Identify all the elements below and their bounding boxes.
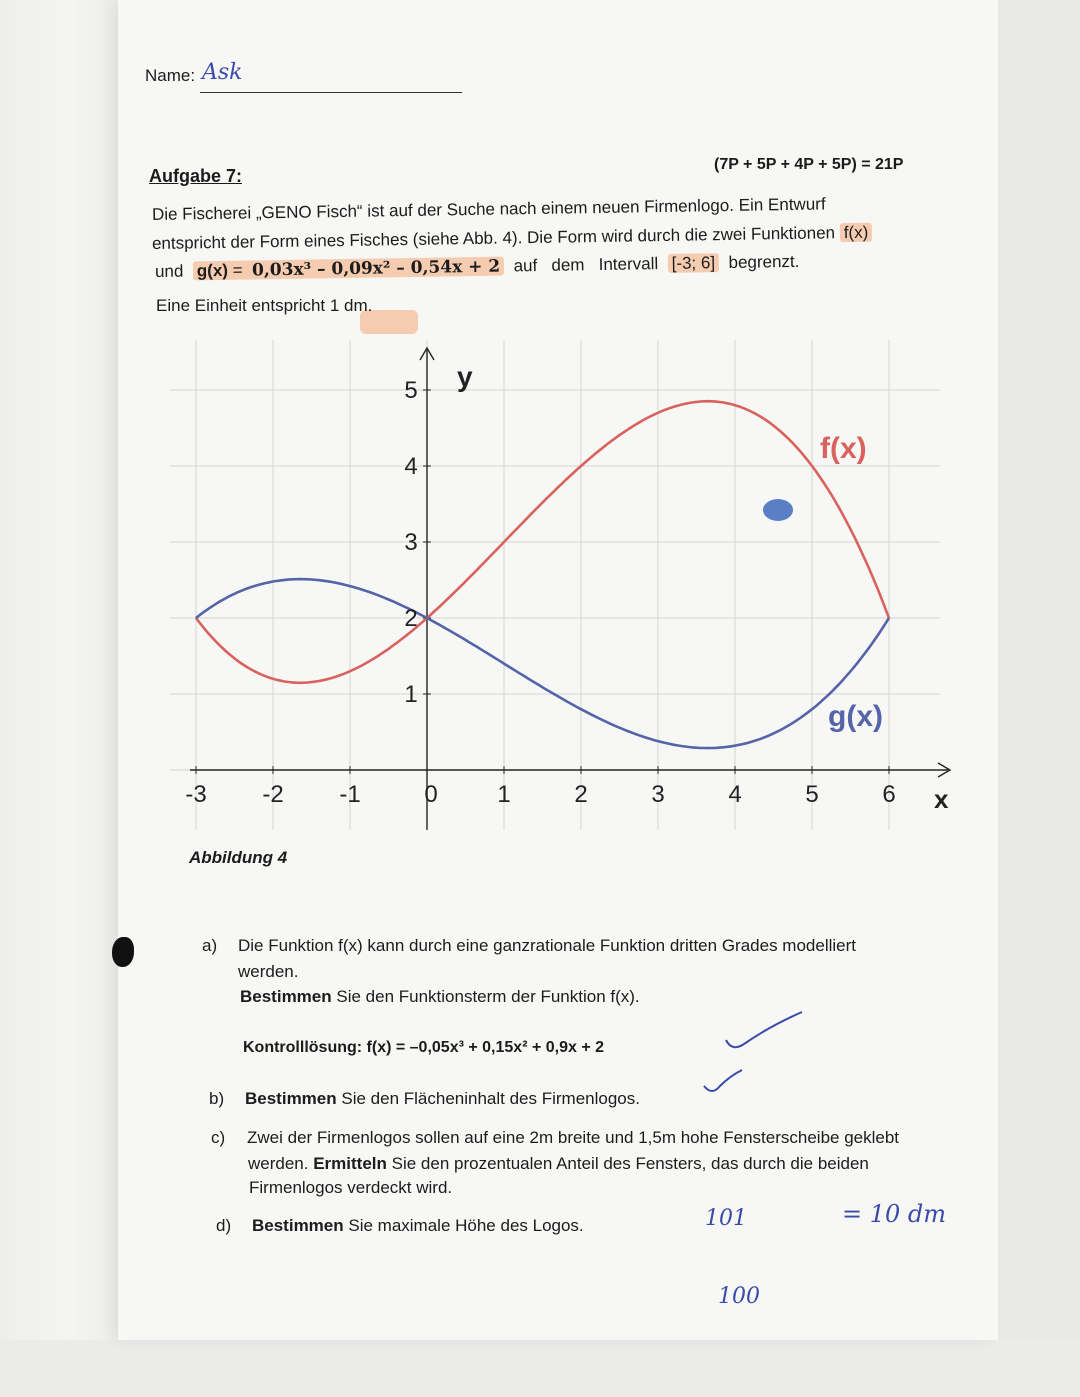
graph-labels [185,361,949,814]
checkmark-icon [704,1070,742,1091]
page-margin [0,0,118,1397]
graph-axes [190,348,950,830]
intro-line-1: Die Fischerei „GENO Fisch“ ist auf der Suche nach einem neuen Firmenlogo. Ein Entwurf [151,194,826,224]
intro-line-3: und g(x) = 0,03x³ – 0,09x² – 0,54x + 2 auf dem Intervall [-3; 6] begrenzt. [154,251,800,281]
graph-curves [196,401,889,748]
part-c-label: c) [211,1128,226,1147]
part-b-label: b) [209,1089,225,1108]
y-tick-label: 2 [404,605,418,632]
x-tick-label: -2 [262,781,284,808]
highlight-fx: f(x) [840,223,873,243]
part-d-label: d) [216,1216,232,1235]
part-a-line-2: werden. [238,962,299,981]
part-d-text: Bestimmen Sie maximale Höhe des Logos. [252,1216,584,1235]
name-label: Name: [145,66,196,85]
x-tick-label: 2 [574,781,588,808]
x-tick-label: 4 [728,781,742,808]
x-axis-label: x [934,784,949,814]
page-bottom-edge [0,1340,1080,1397]
y-tick-label: 5 [404,377,418,404]
name-line [200,92,462,93]
y-tick-label: 1 [404,681,418,708]
task-title: Aufgabe 7: [149,166,243,186]
fish-logo-graph [160,330,960,850]
series-label-f: f(x) [820,432,867,465]
intro-line-4: Eine Einheit entspricht 1 dm. [156,296,373,315]
part-c-line-2: werden. Ermitteln Sie den prozentualen Anteil des Fensters, das durch die beiden [248,1154,869,1173]
handwritten-checkmarks [690,1000,1020,1300]
checkmark-icon [726,1012,802,1047]
x-tick-label: -3 [185,781,207,808]
fish-eye-dot [763,499,793,521]
x-tick-label: 5 [805,781,819,808]
handwritten-note-10dm: = 10 dm [842,1200,947,1228]
part-c-line-3: Firmenlogos verdeckt wird. [249,1178,453,1197]
part-a-label: a) [202,936,218,955]
name-handwritten: Ask [202,60,243,85]
y-tick-label: 3 [404,529,418,556]
control-solution: Kontrolllösung: f(x) = –0,05x³ + 0,15x² + 0,9x + 2 [243,1039,605,1056]
part-c-line-1: Zwei der Firmenlogos sollen auf eine 2m breite und 1,5m hohe Fensterscheibe geklebt [247,1128,900,1147]
y-tick-label: 4 [404,453,418,480]
highlight-interval: [-3; 6] [667,253,719,273]
graph-grid [170,340,940,830]
figure-caption: Abbildung 4 [189,848,288,867]
hole-punch-mark [112,937,134,967]
part-a-line-1: Die Funktion f(x) kann durch eine ganzrationale Funktion dritten Grades modelliert [238,936,856,955]
x-tick-label: -1 [339,781,361,808]
x-tick-label: 3 [651,781,665,808]
handwritten-note-101: 101 [705,1206,747,1231]
handwritten-note-100: 100 [718,1284,760,1309]
task-points: (7P + 5P + 4P + 5P) = 21P [714,156,904,173]
part-b-text: Bestimmen Sie den Flächeninhalt des Firmenlogos. [245,1089,640,1108]
part-a-line-3: Bestimmen Sie den Funktionsterm der Funktion f(x). [240,987,640,1006]
x-tick-label: 1 [497,781,511,808]
intro-line-2: entspricht der Form eines Fisches (siehe Abb. 4). Die Form wird durch die zwei Funktionen f(x) [152,223,873,254]
x-tick-label: 6 [882,781,896,808]
series-label-g: g(x) [828,700,883,733]
x-tick-label: 0 [424,781,438,808]
y-axis-label: y [457,361,473,392]
series-line-g [196,579,889,748]
highlight-gx-formula: g(x) = 0,03x³ – 0,09x² – 0,54x + 2 [193,257,505,281]
